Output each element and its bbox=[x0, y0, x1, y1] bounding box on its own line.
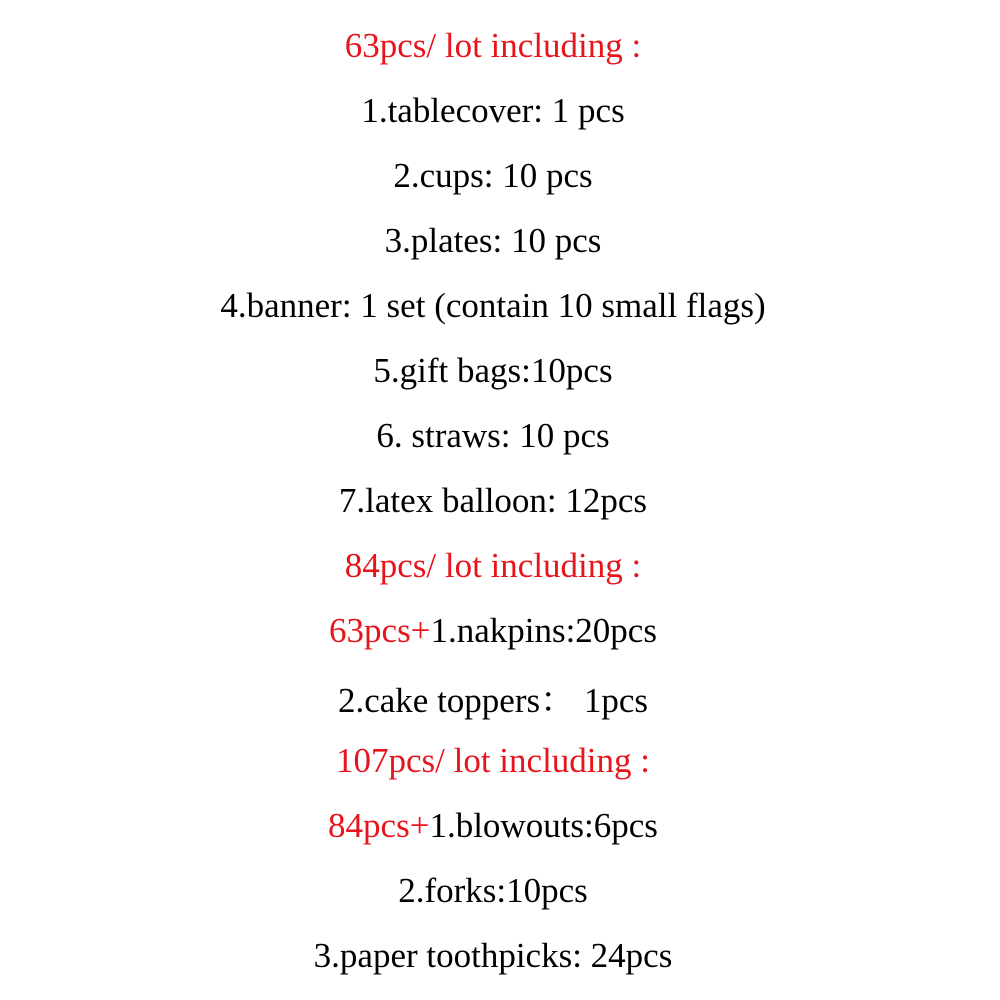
item-straws: 6. straws: 10 pcs bbox=[376, 416, 610, 455]
heading-107pcs: 107pcs/ lot including : bbox=[335, 741, 650, 780]
item-tablecover: 1.tablecover: 1 pcs bbox=[361, 91, 625, 130]
item-forks: 2.forks:10pcs bbox=[398, 871, 588, 910]
prefix-84pcs: 84pcs+ bbox=[328, 806, 430, 845]
item-napkins-label: 1.nakpins:20pcs bbox=[430, 611, 657, 650]
heading-63pcs: 63pcs/ lot including : bbox=[344, 26, 642, 65]
item-cups: 2.cups: 10 pcs bbox=[393, 156, 593, 195]
heading-84pcs: 84pcs/ lot including : bbox=[344, 546, 642, 585]
item-paper-toothpicks: 3.paper toothpicks: 24pcs bbox=[313, 936, 673, 975]
item-gift-bags: 5.gift bags:10pcs bbox=[373, 351, 613, 390]
item-cake-toppers: 2.cake toppers： 1pcs bbox=[337, 681, 649, 720]
item-napkins bbox=[0, 611, 986, 651]
item-latex-balloon: 7.latex balloon: 12pcs bbox=[338, 481, 648, 520]
item-banner: 4.banner: 1 set (contain 10 small flags) bbox=[220, 286, 766, 325]
item-plates: 3.plates: 10 pcs bbox=[384, 221, 602, 260]
prefix-63pcs: 63pcs+ bbox=[329, 611, 431, 650]
item-blowouts bbox=[0, 806, 986, 846]
item-blowouts-label: 1.blowouts:6pcs bbox=[429, 806, 658, 845]
